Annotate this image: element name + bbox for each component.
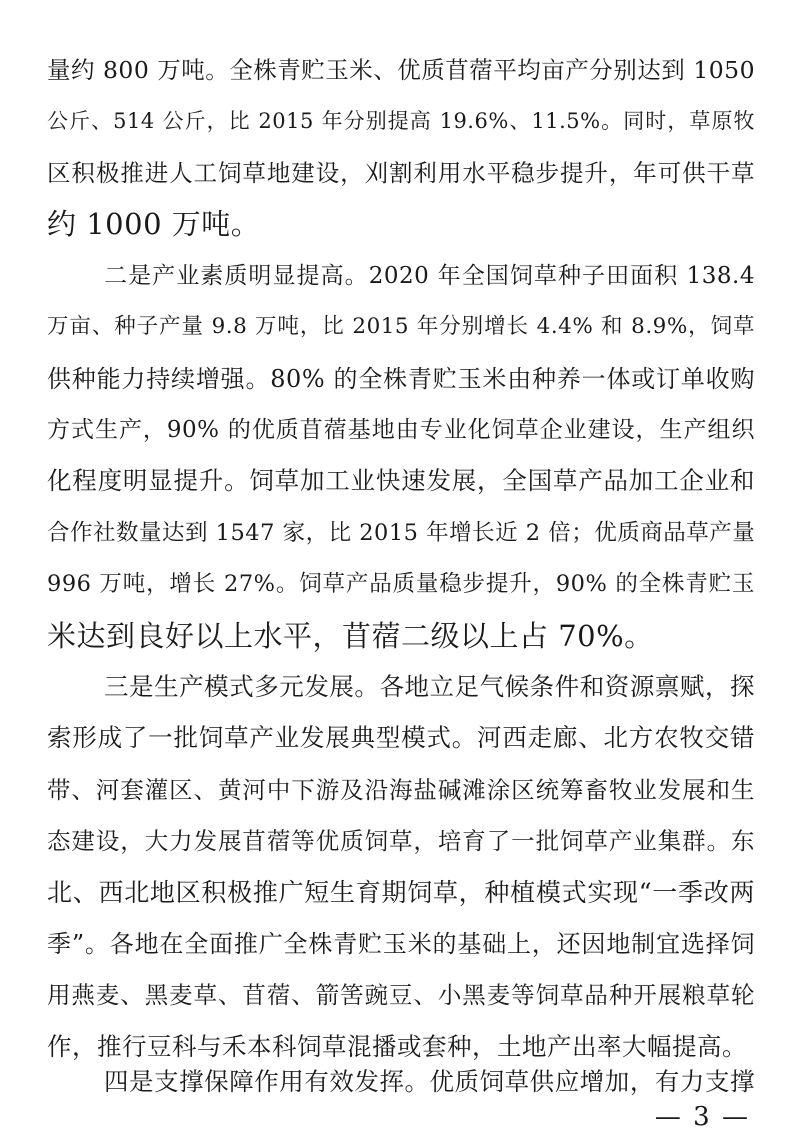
text-line: 米达到良好以上水平，苜蓿二级以上占 70%。 bbox=[47, 619, 654, 653]
text-line: 季”。各地在全面推广全株青贮玉米的基础上，还因地制宜选择饲 bbox=[47, 930, 755, 958]
page-number: — 3 — bbox=[654, 1102, 750, 1132]
text-line: 996 万吨，增长 27%。饲草产品质量稳步提升，90% 的全株青贮玉 bbox=[47, 571, 755, 597]
text-line: 带、河套灌区、黄河中下游及沿海盐碱滩涂区统筹畜牧业发展和生 bbox=[47, 776, 755, 804]
text-line: 二是产业素质明显提高。2020 年全国饲草种子田面积 138.4 bbox=[104, 263, 755, 289]
text-line: 方式生产，90% 的优质苜蓿基地由专业化饲草企业建设，生产组织 bbox=[47, 417, 755, 443]
text-line: 作，推行豆科与禾本科饲草混播或套种，土地产出率大幅提高。 bbox=[47, 1032, 747, 1061]
text-line: 四是支撑保障作用有效发挥。优质饲草供应增加，有力支撑 bbox=[104, 1067, 755, 1096]
text-line: 态建设，大力发展苜蓿等优质饲草，培育了一批饲草产业集群。东 bbox=[47, 827, 755, 855]
text-line: 合作社数量达到 1547 家，比 2015 年增长近 2 倍；优质商品草产量 bbox=[47, 520, 756, 546]
text-line: 北、西北地区积极推广短生育期饲草，种植模式实现“一季改两 bbox=[47, 878, 755, 907]
text-line: 索形成了一批饲草产业发展典型模式。河西走廊、北方农牧交错 bbox=[47, 723, 755, 752]
text-line: 约 1000 万吨。 bbox=[47, 207, 261, 241]
text-line: 万亩、种子产量 9.8 万吨，比 2015 年分别增长 4.4% 和 8.9%，饲草 bbox=[47, 314, 755, 339]
text-line: 区积极推进人工饲草地建设，刈割利用水平稳步提升，年可供干草 bbox=[47, 159, 755, 187]
text-line: 供种能力持续增强。80% 的全株青贮玉米由种养一体或订单收购 bbox=[47, 365, 755, 393]
text-line: 量约 800 万吨。全株青贮玉米、优质苜蓿平均亩产分别达到 1050 bbox=[47, 56, 756, 84]
text-line: 用燕麦、黑麦草、苜蓿、箭筈豌豆、小黑麦等饲草品种开展粮草轮 bbox=[47, 981, 755, 1009]
text-line: 化程度明显提升。饲草加工业快速发展，全国草产品加工企业和 bbox=[47, 466, 755, 495]
text-line: 公斤、514 公斤，比 2015 年分别提高 19.6%、11.5%。同时，草原牧 bbox=[47, 109, 755, 133]
text-line: 三是生产模式多元发展。各地立足气候条件和资源禀赋，探 bbox=[104, 672, 755, 701]
